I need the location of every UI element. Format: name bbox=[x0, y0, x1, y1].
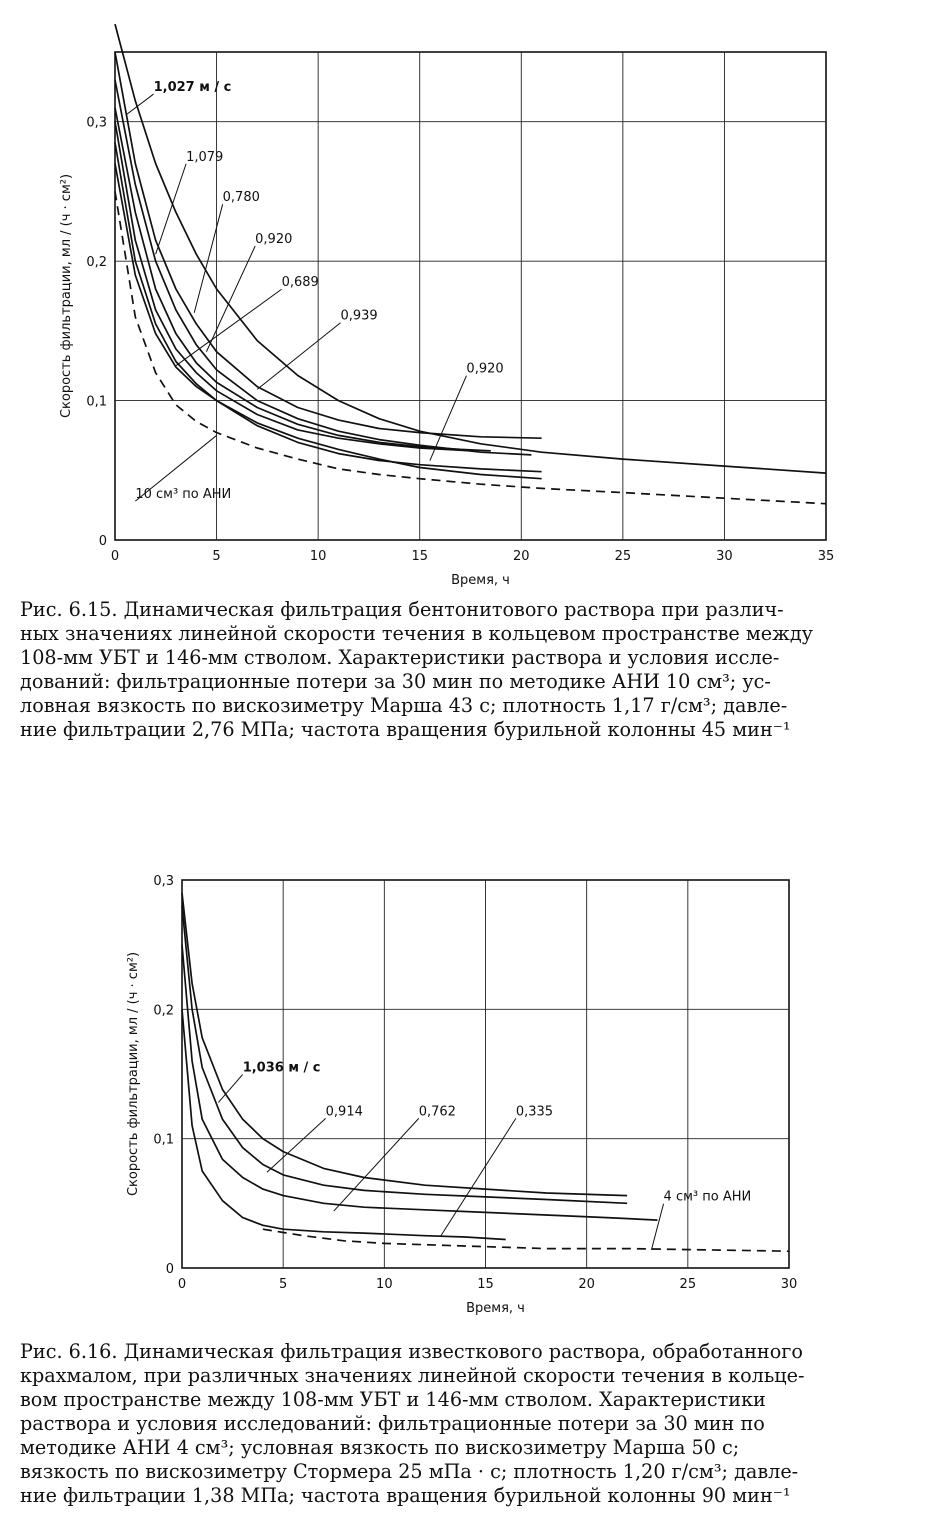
caption-line: ние фильтрации 2,76 МПа; частота вращения бурильной колонны 45 мин⁻¹ bbox=[20, 718, 791, 741]
series-annotation: 0,762 bbox=[418, 1104, 456, 1120]
caption-line: вом пространстве между 108-мм УБТ и 146-мм стволом. Характеристики bbox=[20, 1388, 766, 1411]
x-tick-label: 0 bbox=[110, 549, 120, 564]
annotation-leader bbox=[126, 94, 153, 115]
series-line bbox=[182, 906, 627, 1203]
series-line bbox=[182, 945, 658, 1220]
chart-6-16 bbox=[126, 874, 797, 1316]
caption-line: ных значениях линейной скорости течения в кольцевом пространстве между bbox=[20, 622, 813, 645]
series-annotation: 0,335 bbox=[515, 1104, 554, 1120]
annotation-leader bbox=[267, 1118, 326, 1172]
series-annotation: 1,027 м / с bbox=[153, 80, 232, 96]
annotation-leader bbox=[334, 1118, 419, 1211]
series-line-dashed bbox=[115, 191, 826, 503]
series-annotation: 0,689 bbox=[281, 275, 319, 291]
y-axis-label: Скорость фильтрации, мл / (ч · см²) bbox=[126, 951, 141, 1197]
x-tick-label: 35 bbox=[817, 549, 835, 564]
caption-line: Рис. 6.16. Динамическая фильтрация известкового раствора, обработанного bbox=[20, 1340, 803, 1363]
y-tick-label: 0,3 bbox=[153, 874, 174, 889]
y-tick-label: 0 bbox=[98, 534, 107, 549]
x-tick-label: 30 bbox=[716, 549, 733, 564]
chart-6-15 bbox=[59, 24, 834, 588]
x-tick-label: 25 bbox=[614, 549, 632, 564]
figure-caption-6-16 bbox=[20, 1340, 905, 1508]
x-tick-label: 15 bbox=[477, 1277, 494, 1292]
series-line bbox=[115, 143, 542, 472]
caption-line: методике АНИ 4 см³; условная вязкость по вискозиметру Марша 50 с; bbox=[20, 1436, 740, 1459]
y-tick-label: 0,1 bbox=[153, 1132, 174, 1148]
x-tick-label: 25 bbox=[679, 1277, 697, 1292]
series-line bbox=[115, 164, 542, 479]
annotation-leader bbox=[156, 164, 186, 254]
series-line bbox=[115, 80, 531, 455]
y-tick-label: 0 bbox=[165, 1262, 174, 1277]
x-tick-label: 5 bbox=[279, 1277, 288, 1292]
annotation-leader bbox=[206, 246, 255, 352]
x-tick-label: 10 bbox=[376, 1277, 393, 1292]
series-annotation: 1,079 bbox=[186, 149, 224, 165]
series-annotation: 0,780 bbox=[222, 190, 260, 206]
y-tick-label: 0,2 bbox=[86, 255, 107, 271]
series-annotation: 0,914 bbox=[325, 1104, 363, 1120]
x-tick-label: 20 bbox=[513, 549, 530, 564]
caption-line: дований: фильтрационные потери за 30 мин по методике АНИ 10 см³; ус- bbox=[20, 670, 771, 693]
x-tick-label: 20 bbox=[578, 1277, 595, 1292]
annotation-leader bbox=[441, 1118, 516, 1235]
annotation-leader bbox=[651, 1204, 663, 1250]
y-tick-label: 0,3 bbox=[86, 115, 107, 131]
series-annotation: 1,036 м / с bbox=[242, 1060, 321, 1076]
x-axis-label: Время, ч bbox=[466, 1301, 525, 1316]
series-annotation: 4 см³ по АНИ bbox=[663, 1189, 752, 1205]
caption-line: вязкость по вискозиметру Стормера 25 мПа · с; плотность 1,20 г/см³; давле- bbox=[20, 1460, 799, 1483]
series-annotation: 0,920 bbox=[466, 361, 504, 377]
y-axis-label: Скорость фильтрации, мл / (ч · см²) bbox=[59, 173, 74, 419]
x-tick-label: 15 bbox=[411, 549, 428, 564]
x-tick-label: 10 bbox=[309, 549, 327, 564]
y-tick-label: 0,1 bbox=[86, 394, 107, 410]
x-tick-label: 5 bbox=[212, 549, 221, 564]
series-line bbox=[115, 52, 542, 438]
x-axis-label: Время, ч bbox=[451, 573, 510, 588]
series-annotation: 0,920 bbox=[255, 232, 293, 248]
annotation-leader bbox=[176, 289, 282, 365]
x-tick-label: 30 bbox=[780, 1277, 798, 1292]
caption-line: ловная вязкость по вискозиметру Марша 43 с; плотность 1,17 г/см³; давле- bbox=[20, 694, 788, 717]
annotation-leader bbox=[257, 323, 340, 390]
caption-line: раствора и условия исследований: фильтрационные потери за 30 мин по bbox=[20, 1412, 765, 1435]
series-line bbox=[182, 893, 627, 1196]
y-tick-label: 0,2 bbox=[153, 1003, 174, 1019]
series-annotation: 0,939 bbox=[340, 308, 378, 324]
series-annotation: 10 см³ по АНИ bbox=[135, 487, 232, 503]
caption-line: 108-мм УБТ и 146-мм стволом. Характеристики раствора и условия иссле- bbox=[20, 646, 780, 669]
caption-line: крахмалом, при различных значениях линейной скорости течения в кольце- bbox=[20, 1364, 805, 1387]
x-tick-label: 0 bbox=[177, 1277, 187, 1292]
caption-line: Рис. 6.15. Динамическая фильтрация бентонитового раствора при различ- bbox=[20, 598, 784, 621]
caption-line: ние фильтрации 1,38 МПа; частота вращения бурильной колонны 90 мин⁻¹ bbox=[20, 1484, 791, 1507]
figure-caption-6-15 bbox=[20, 598, 905, 742]
